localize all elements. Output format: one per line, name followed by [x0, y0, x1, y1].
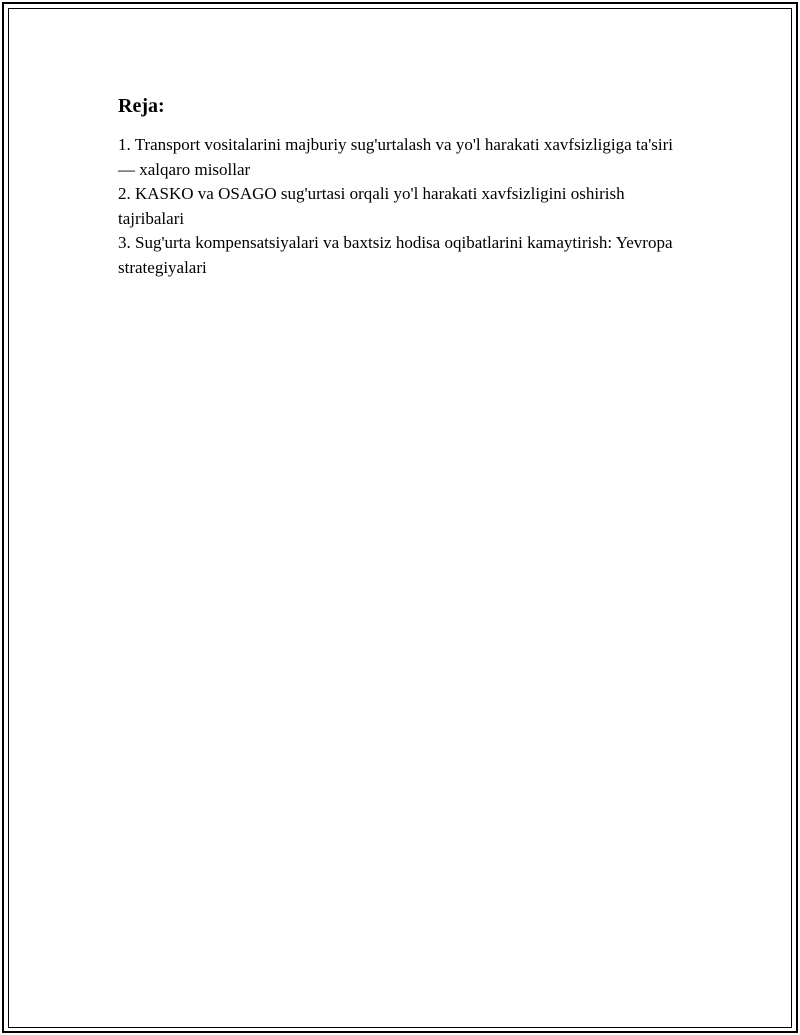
document-content [118, 93, 688, 280]
plan-item-2: 2. KASKO va OSAGO sug'urtasi orqali yo'l harakati xavfsizligini oshirish tajribalari [118, 184, 625, 228]
plan-item-1: 1. Transport vositalarini majburiy sug'urtalash va yo'l harakati xavfsizligiga ta'siri — xalqaro misollar [118, 135, 673, 179]
plan-list [118, 133, 688, 280]
plan-heading: Reja: [118, 95, 165, 117]
plan-item-3: 3. Sug'urta kompensatsiyalari va baxtsiz hodisa oqibatlarini kamaytirish: Yevropa strategiyalari [118, 233, 673, 277]
